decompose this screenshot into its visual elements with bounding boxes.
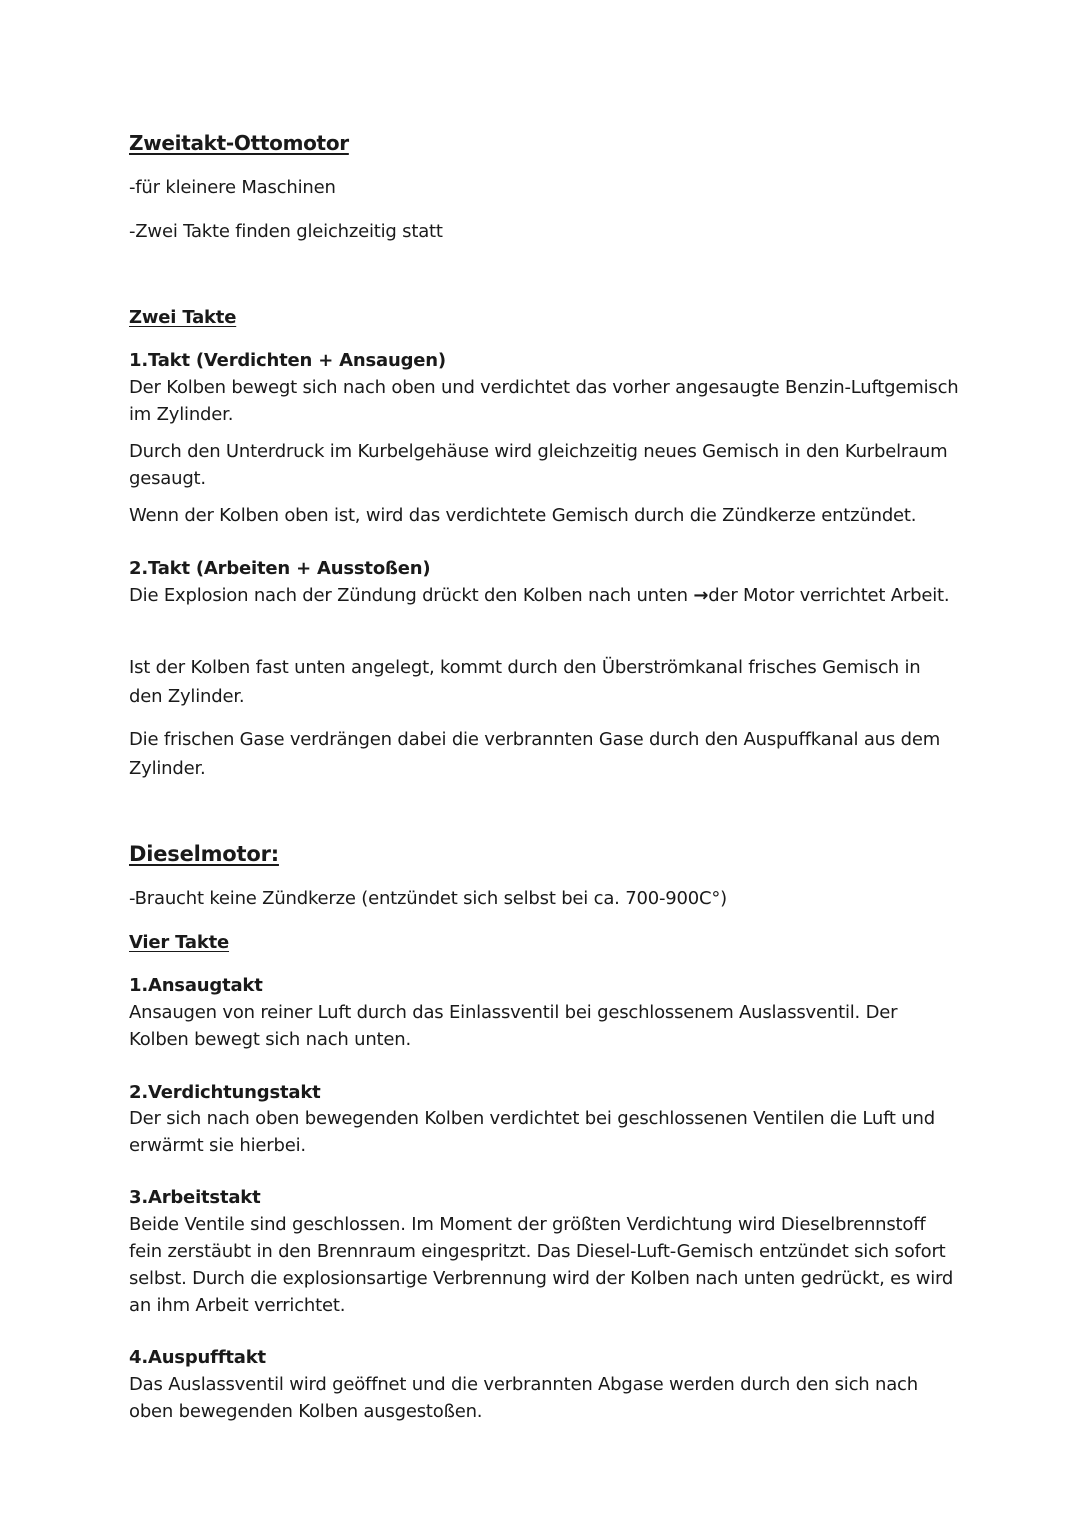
subheading-vier-takte: Vier Takte — [129, 932, 230, 953]
takt2-title: 2.Takt (Arbeiten + Ausstoßen) — [129, 558, 431, 579]
takt1-title: 1.Takt (Verdichten + Ansaugen) — [129, 350, 446, 371]
diesel-takt4-text: Das Auslassventil wird geöffnet und die verbrannten Abgase werden durch den sich nach oben bewegenden Kolben ausgestoßen. — [129, 1374, 918, 1422]
section-title-zweitakt: Zweitakt-Ottomotor — [129, 131, 349, 155]
takt2-p1-after: der Motor verrichtet Arbeit. — [708, 585, 950, 606]
diesel-takt4-title: 4.Auspufftakt — [129, 1347, 266, 1368]
takt2-paragraph-2: Ist der Kolben fast unten angelegt, kommt durch den Überströmkanal frisches Gemisch in den Zylinder. — [129, 657, 921, 707]
bullet-keine-zuendkerze: -Braucht keine Zündkerze (entzündet sich selbst bei ca. 700-900C°) — [129, 888, 728, 909]
section-title-dieselmotor: Dieselmotor: — [129, 842, 279, 866]
diesel-takt1-text: Ansaugen von reiner Luft durch das Einlassventil bei geschlossenem Auslassventil. Der Kolben bewegt sich nach unten. — [129, 1002, 898, 1050]
diesel-takt2-text: Der sich nach oben bewegenden Kolben verdichtet bei geschlossenen Ventilen die Luft und erwärmt sie hierbei. — [129, 1108, 935, 1156]
takt1-paragraph-1: Der Kolben bewegt sich nach oben und verdichtet das vorher angesaugte Benzin-Luftgemisch im Zylinder. — [129, 377, 959, 425]
bullet-kleinere-maschinen: -für kleinere Maschinen — [129, 177, 336, 198]
takt2-p1-before: Die Explosion nach der Zündung drückt den Kolben nach unten — [129, 585, 694, 606]
diesel-takt1-title: 1.Ansaugtakt — [129, 975, 263, 996]
takt1-paragraph-2: Durch den Unterdruck im Kurbelgehäuse wird gleichzeitig neues Gemisch in den Kurbelraum gesaugt. — [129, 441, 948, 489]
takt1-paragraph-3: Wenn der Kolben oben ist, wird das verdichtete Gemisch durch die Zündkerze entzündet. — [129, 505, 917, 526]
arrow-right-icon: → — [693, 585, 709, 606]
diesel-takt3-title: 3.Arbeitstakt — [129, 1187, 261, 1208]
takt2-paragraph-3: Die frischen Gase verdrängen dabei die verbrannten Gase durch den Auspuffkanal aus dem Zylinder. — [129, 729, 941, 779]
diesel-takt3-text: Beide Ventile sind geschlossen. Im Moment der größten Verdichtung wird Dieselbrennstoff fein zerstäubt in den Brennraum eingespritzt. Das Diesel-Luft-Gemisch entzündet sich sofort selbst. Durch die explosionsartige Verbrennung wird der Kolben nach unten gedrückt, es wird an ihm Arbeit verrichtet. — [129, 1214, 954, 1316]
diesel-takt2-title: 2.Verdichtungstakt — [129, 1082, 321, 1103]
takt2-paragraph-1 — [129, 581, 959, 610]
subheading-zwei-takte: Zwei Takte — [129, 307, 237, 328]
bullet-zwei-takte-gleichzeitig: -Zwei Takte finden gleichzeitig statt — [129, 221, 443, 242]
